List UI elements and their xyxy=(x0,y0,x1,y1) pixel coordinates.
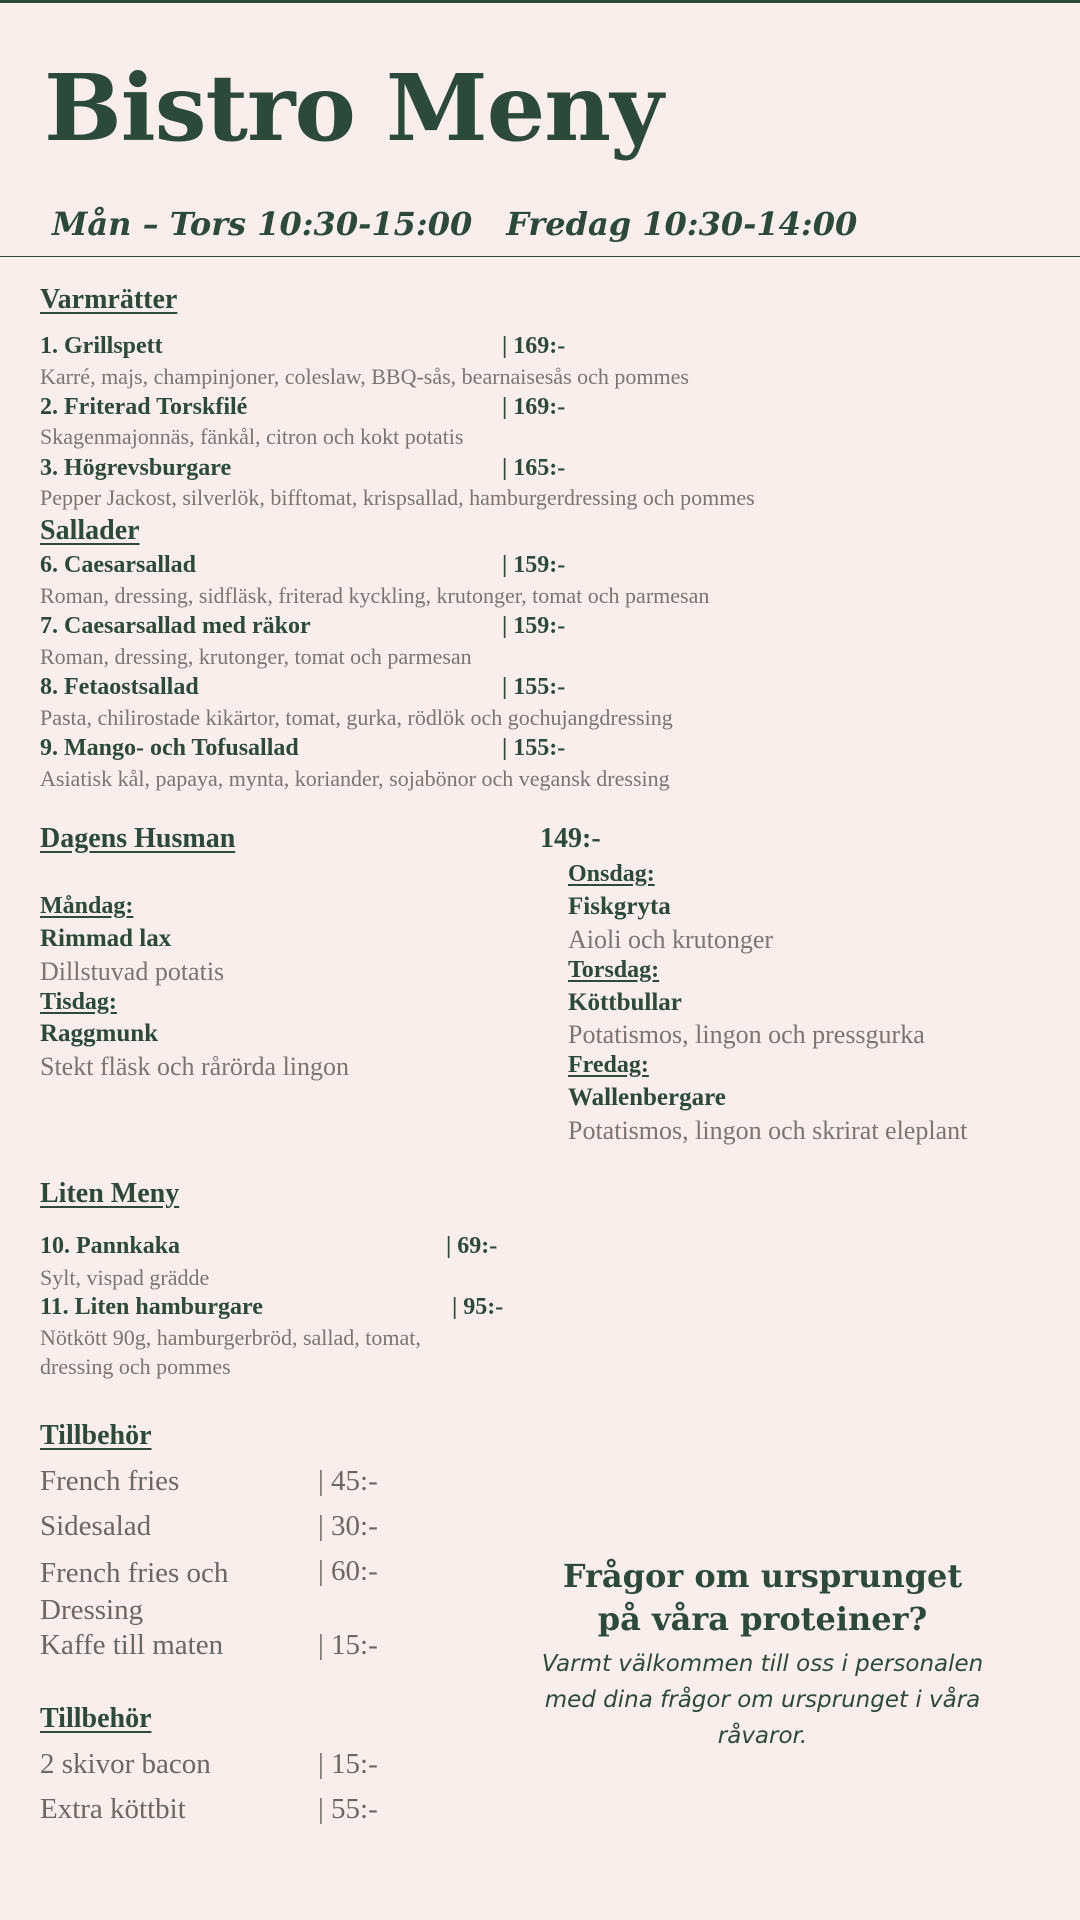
husman-dish: Wallenbergare xyxy=(568,1084,726,1111)
menu-item-price: | 95:- xyxy=(452,1294,504,1320)
menu-item-description: Nötkött 90g, hamburgerbröd, sallad, tomat, xyxy=(40,1325,421,1350)
accessory-name: Sidesalad xyxy=(40,1510,152,1542)
husman-side: Potatismos, lingon och skrirat eleplant xyxy=(568,1116,968,1145)
husman-dish: Köttbullar xyxy=(568,989,682,1016)
notice-text: Varmt välkommen till oss i personalen med dina frågor om ursprunget i våra råvaror. xyxy=(541,1651,984,1749)
notice-title xyxy=(520,1555,1005,1641)
menu-item-price: | 165:- xyxy=(502,455,566,481)
menu-item-price: | 69:- xyxy=(446,1233,498,1259)
husman-side: Potatismos, lingon och pressgurka xyxy=(568,1020,925,1049)
husman-price: 149:- xyxy=(540,823,601,854)
husman-day: Onsdag: xyxy=(568,861,655,887)
page-title: Bistro Meny xyxy=(44,54,663,162)
section-heading-liten-meny: Liten Meny xyxy=(40,1178,180,1209)
top-border xyxy=(0,0,1080,3)
husman-dish: Fiskgryta xyxy=(568,893,671,920)
menu-item-description: Pasta, chilirostade kikärtor, tomat, gurka, rödlök och gochujangdressing xyxy=(40,705,673,730)
menu-item-price: | 169:- xyxy=(502,394,566,420)
menu-item-description: dressing och pommes xyxy=(40,1354,231,1379)
protein-origin-notice xyxy=(520,1555,1005,1754)
menu-item-name: 8. Fetaostsallad xyxy=(40,674,199,700)
husman-dish: Raggmunk xyxy=(40,1020,159,1047)
accessory-name: Extra köttbit xyxy=(40,1793,186,1825)
menu-item-name: 3. Högrevsburgare xyxy=(40,455,232,481)
section-heading-sallader: Sallader xyxy=(40,515,140,546)
menu-item-name: 10. Pannkaka xyxy=(40,1233,181,1259)
accessory-name: Kaffe till maten xyxy=(40,1629,224,1661)
accessory-name: French fries xyxy=(40,1465,180,1497)
menu-item-name: 7. Caesarsallad med räkor xyxy=(40,613,311,639)
husman-side: Dillstuvad potatis xyxy=(40,957,225,986)
accessory-price: | 15:- xyxy=(318,1748,378,1780)
husman-day: Torsdag: xyxy=(568,957,660,983)
menu-item-description: Roman, dressing, krutonger, tomat och parmesan xyxy=(40,644,472,669)
menu-item-name: 6. Caesarsallad xyxy=(40,552,196,578)
menu-item-name: 1. Grillspett xyxy=(40,333,163,359)
opening-hours xyxy=(52,205,857,243)
menu-item-description: Sylt, vispad grädde xyxy=(40,1265,210,1290)
notice-title-line2: på våra proteiner? xyxy=(597,1600,928,1639)
accessory-price: | 45:- xyxy=(318,1465,378,1497)
hours-weekdays: Mån – Tors 10:30-15:00 xyxy=(52,205,473,243)
menu-item-price: | 155:- xyxy=(502,674,566,700)
menu-item-price: | 159:- xyxy=(502,552,566,578)
menu-item-name: 2. Friterad Torskfilé xyxy=(40,394,248,420)
accessory-price: | 60:- xyxy=(318,1555,378,1587)
husman-dish: Rimmad lax xyxy=(40,925,172,952)
hours-friday: Fredag 10:30-14:00 xyxy=(506,205,858,243)
menu-item-description: Roman, dressing, sidfläsk, friterad kyckling, krutonger, tomat och parmesan xyxy=(40,583,710,608)
menu-item-name: 11. Liten hamburgare xyxy=(40,1294,263,1320)
husman-day: Fredag: xyxy=(568,1052,649,1078)
accessory-price: | 15:- xyxy=(318,1629,378,1661)
accessory-name: French fries och Dressing xyxy=(40,1557,229,1626)
husman-day: Tisdag: xyxy=(40,989,117,1015)
husman-day: Måndag: xyxy=(40,893,134,919)
menu-item-name: 9. Mango- och Tofusallad xyxy=(40,735,299,761)
menu-item-description: Pepper Jackost, silverlök, bifftomat, krispsallad, hamburgerdressing och pommes xyxy=(40,485,755,510)
accessory-price: | 30:- xyxy=(318,1510,378,1542)
accessory-name: 2 skivor bacon xyxy=(40,1748,211,1780)
menu-item-price: | 169:- xyxy=(502,333,566,359)
section-heading-tillbehor: Tillbehör xyxy=(40,1703,152,1734)
menu-item-price: | 159:- xyxy=(502,613,566,639)
husman-side: Stekt fläsk och rårörda lingon xyxy=(40,1052,350,1081)
menu-item-description: Skagenmajonnäs, fänkål, citron och kokt potatis xyxy=(40,424,464,449)
section-heading-tillbehor: Tillbehör xyxy=(40,1420,152,1451)
menu-item-description: Karré, majs, champinjoner, coleslaw, BBQ-sås, bearnaisesås och pommes xyxy=(40,364,689,389)
notice-title-line1: Frågor om ursprunget xyxy=(562,1557,963,1595)
header-divider xyxy=(0,256,1080,257)
section-heading-varmratter: Varmrätter xyxy=(40,284,178,315)
section-heading-husman: Dagens Husman xyxy=(40,823,236,854)
menu-item-price: | 155:- xyxy=(502,735,566,761)
menu-item-description: Asiatisk kål, papaya, mynta, koriander, sojabönor och vegansk dressing xyxy=(40,766,670,791)
accessory-price: | 55:- xyxy=(318,1793,378,1825)
husman-side: Aioli och krutonger xyxy=(568,925,774,954)
